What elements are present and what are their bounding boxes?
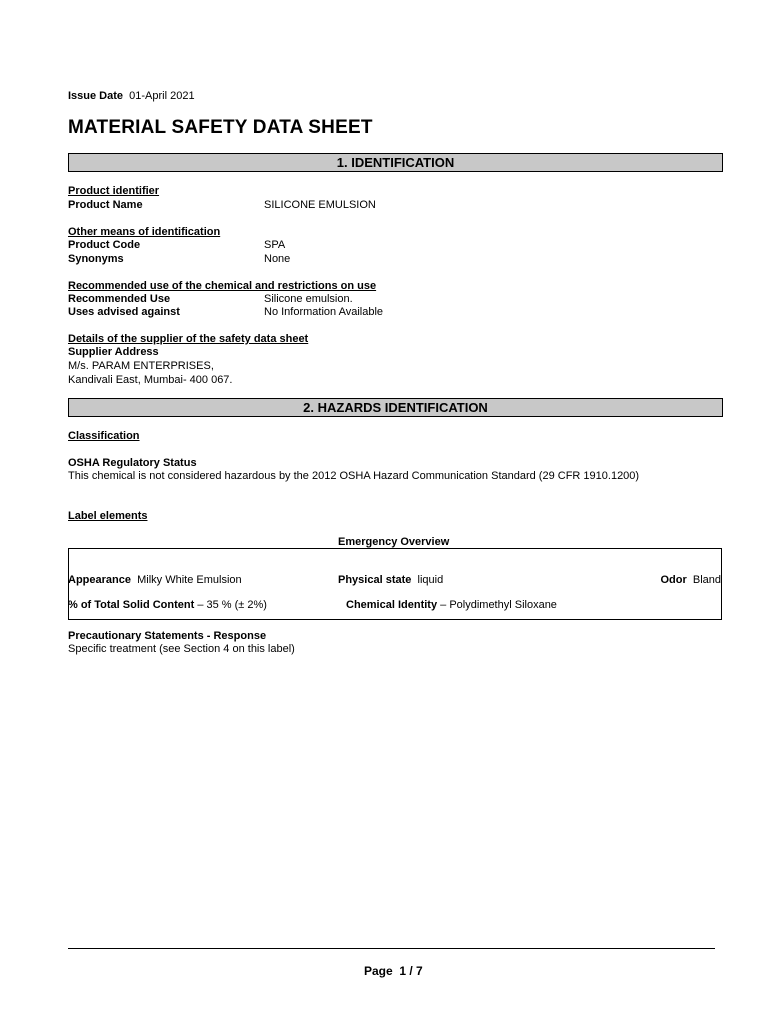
issue-date-value: 01-April 2021 xyxy=(129,90,195,102)
synonyms-value: None xyxy=(264,253,291,265)
physical-state-row xyxy=(338,574,443,586)
other-means-heading: Other means of identification xyxy=(68,226,221,238)
synonyms-label: Synonyms xyxy=(68,253,124,265)
supplier-address-label: Supplier Address xyxy=(68,346,159,358)
recommended-use-label: Recommended Use xyxy=(68,293,171,305)
precautionary-text: Specific treatment (see Section 4 on this label) xyxy=(68,643,295,655)
physical-state-value: liquid xyxy=(417,574,444,586)
footer-divider xyxy=(68,948,715,949)
odor-row xyxy=(660,574,721,586)
solid-content-label: % of Total Solid Content xyxy=(68,599,195,611)
page-value: 1 / 7 xyxy=(399,964,423,978)
appearance-label: Appearance xyxy=(68,574,131,586)
odor-label: Odor xyxy=(660,574,687,586)
product-name-label: Product Name xyxy=(68,199,143,211)
osha-status-label: OSHA Regulatory Status xyxy=(68,457,197,469)
issue-date-label: Issue Date xyxy=(68,90,124,102)
page-title: MATERIAL SAFETY DATA SHEET xyxy=(68,117,373,138)
chemical-identity-value: – Polydimethyl Siloxane xyxy=(440,599,557,611)
solid-content-row xyxy=(68,599,267,611)
page-number xyxy=(364,964,423,978)
issue-date xyxy=(68,90,195,102)
emergency-overview-heading: Emergency Overview xyxy=(338,536,450,548)
classification-heading: Classification xyxy=(68,430,140,442)
label-elements-heading: Label elements xyxy=(68,510,148,522)
supplier-line-2: Kandivali East, Mumbai- 400 067. xyxy=(68,374,233,386)
physical-state-label: Physical state xyxy=(338,574,412,586)
solid-content-value: – 35 % (± 2%) xyxy=(197,599,267,611)
page-label: Page xyxy=(364,964,393,978)
supplier-line-1: M/s. PARAM ENTERPRISES, xyxy=(68,360,214,372)
product-identifier-heading: Product identifier xyxy=(68,185,160,197)
chemical-identity-label: Chemical Identity xyxy=(346,599,438,611)
product-code-label: Product Code xyxy=(68,239,141,251)
appearance-value: Milky White Emulsion xyxy=(137,574,242,586)
chemical-identity-row xyxy=(346,599,557,611)
appearance-row xyxy=(68,574,242,586)
uses-against-label: Uses advised against xyxy=(68,306,180,318)
section-1-heading: 1. IDENTIFICATION xyxy=(68,153,723,172)
osha-status-text: This chemical is not considered hazardous by the 2012 OSHA Hazard Communication Standard (29 CFR 1910.1200) xyxy=(68,470,640,482)
supplier-heading: Details of the supplier of the safety data sheet xyxy=(68,333,309,345)
product-name-value: SILICONE EMULSION xyxy=(264,199,376,211)
uses-against-value: No Information Available xyxy=(264,306,384,318)
recommended-use-heading: Recommended use of the chemical and restrictions on use xyxy=(68,280,377,292)
recommended-use-value: Silicone emulsion. xyxy=(264,293,353,305)
product-code-value: SPA xyxy=(264,239,286,251)
section-2-heading: 2. HAZARDS IDENTIFICATION xyxy=(68,398,723,417)
precautionary-label: Precautionary Statements - Response xyxy=(68,630,267,642)
odor-value: Bland xyxy=(692,574,721,586)
